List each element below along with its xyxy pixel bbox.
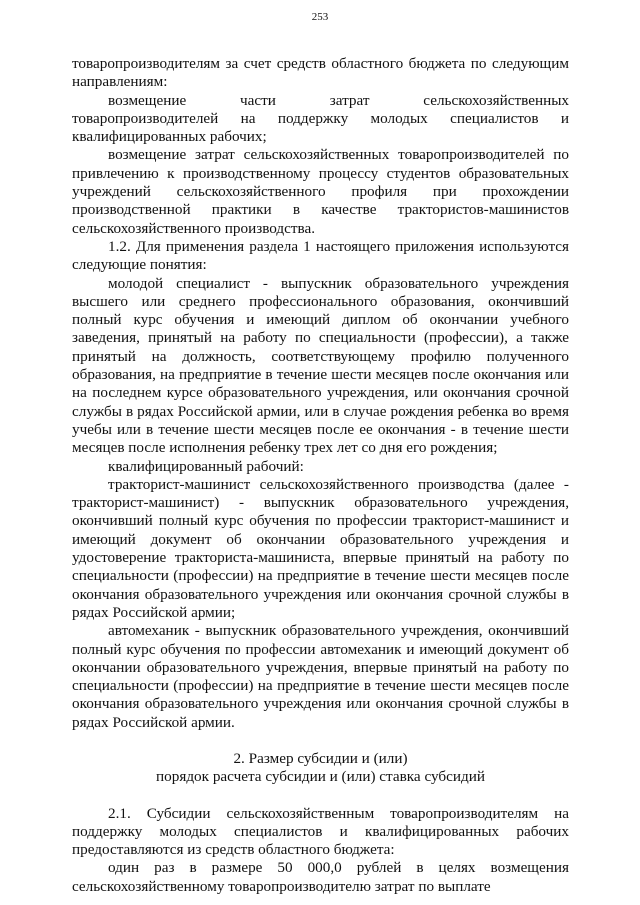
document-body [72,55,569,896]
page-number: 253 [311,11,329,23]
paragraph-direction-student-practice: возмещение затрат сельскохозяйственных товаропроизводителей по привлечению к производственному процессу студентов образовательных учреждений сельскохозяйственного профиля при прохождении производственной практики в качестве трактористов-машинистов сельскохозяйственного производства. [72,146,569,237]
section-heading-line-2: порядок расчета субсидии и (или) ставка субсидий [156,768,485,786]
paragraph-definitions-intro: 1.2. Для применения раздела 1 настоящего приложения используются следующие понятия: [72,237,569,274]
paragraph-subsidy-amount: один раз в размере 50 000,0 рублей в целях возмещения сельскохозяйственному товаропроизводителю затрат по выплате [72,859,569,895]
paragraph-definition-young-specialist: молодой специалист - выпускник образовательного учреждения высшего или среднего профессионального образования, окончивший полный курс обучения и имеющий диплом об окончании учебного заведения, принятый на работу по специальности (профессии), а также принятый на должность, соответствующему профилю полученного образования, на предприятие в течение шести месяцев после окончания или на последнем курсе образовательного учреждения, или окончания срочной службы в рядах Российской армии, или в случае рождения ребенка во время учебы или в течение шести месяцев после ее окончания - в течение шести месяцев после исполнения ребенку трех лет со дня его рождения; [72,274,569,457]
paragraph-direction-young-specialists: возмещение части затрат сельскохозяйственных товаропроизводителей на поддержку молодых специалистов и квалифицированных рабочих; [72,91,569,146]
paragraph-subsidy-2-1: 2.1. Субсидии сельскохозяйственным товаропроизводителям на поддержку молодых специалистов и квалифицированных рабочих предоставляются из средств областного бюджета: [72,804,569,859]
paragraph-definition-tractor-driver: тракторист-машинист сельскохозяйственного производства (далее - тракторист-машинист) - выпускник образовательного учреждения, окончивший полный курс обучения по профессии тракторист-машинист и имеющий документ об окончании образовательного учреждения и удостоверение тракториста-машиниста, впервые принятый на работу по специальности (профессии) на предприятие в течение шести месяцев после окончания образовательного учреждения или окончания срочной службы в рядах Российской армии; [72,475,569,621]
paragraph-intro-continuation: товаропроизводителям за счет средств областного бюджета по следующим направлениям: [72,55,569,91]
section-heading-line-1: 2. Размер субсидии и (или) [233,749,408,767]
paragraph-definition-auto-mechanic: автомеханик - выпускник образовательного учреждения, окончивший полный курс обучения по профессии автомеханик и имеющий документ об окончании образовательного учреждения, впервые принятый на работу по специальности (профессии) на предприятие в течение шести месяцев после окончания образовательного учреждения или окончания срочной службы в рядах Российской армии. [72,622,569,731]
paragraph-definition-qualified-worker: квалифицированный рабочий: [108,457,304,475]
